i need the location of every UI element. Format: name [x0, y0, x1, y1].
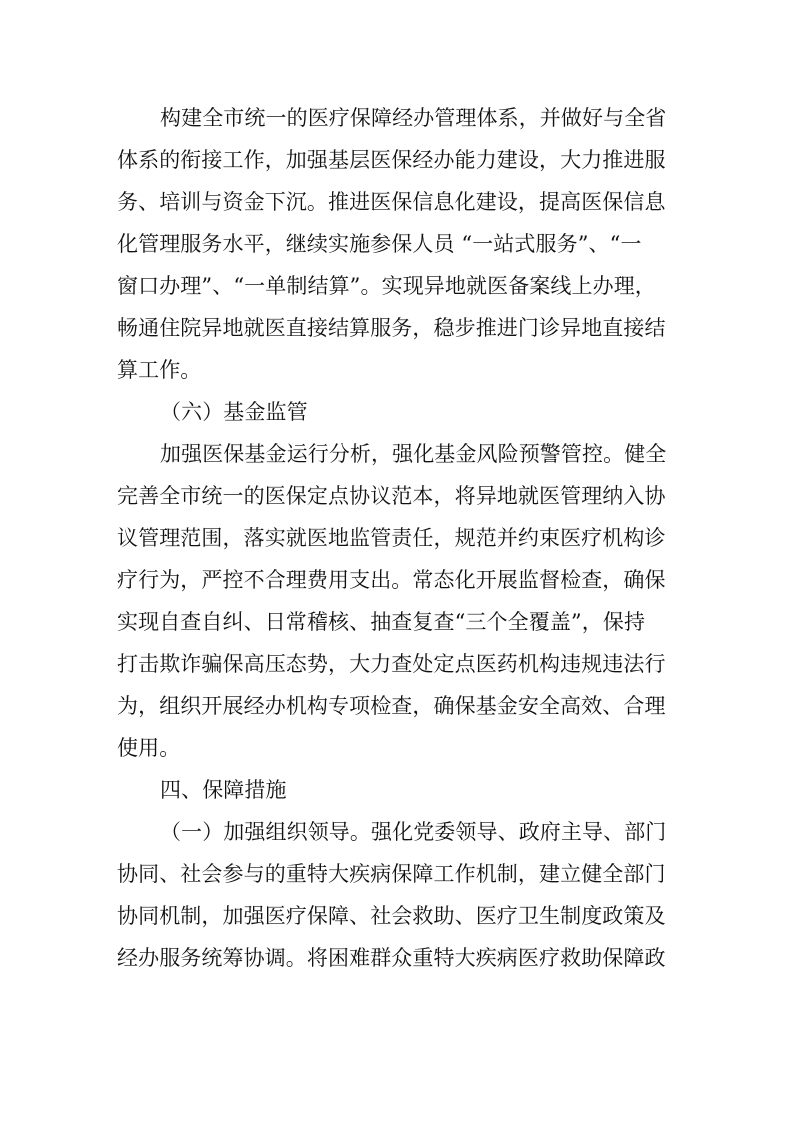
paragraph-line: 打击欺诈骗保高压态势，大力查处定点医药机构违规违法行	[117, 652, 666, 676]
paragraph-line: 协同机制，加强医疗保障、社会救助、医疗卫生制度政策及	[117, 904, 666, 928]
paragraph-line: 构建全市统一的医疗保障经办管理体系，并做好与全省	[160, 106, 667, 130]
section-heading: （六）基金监管	[160, 400, 308, 424]
paragraph-line: （一）加强组织领导。强化党委领导、政府主导、部门	[160, 820, 667, 844]
paragraph-line: 议管理范围，落实就医地监管责任，规范并约束医疗机构诊	[117, 526, 666, 550]
paragraph-line: 疗行为，严控不合理费用支出。常态化开展监督检查，确保	[117, 568, 666, 592]
paragraph-line: 使用。	[117, 736, 181, 760]
paragraph-line: 算工作。	[117, 358, 202, 382]
paragraph-line: 经办服务统筹协调。将困难群众重特大疾病医疗救助保障政	[117, 946, 666, 970]
paragraph-line: 完善全市统一的医保定点协议范本，将异地就医管理纳入协	[117, 484, 666, 508]
paragraph-line: 实现自查自纠、日常稽核、抽查复查“三个全覆盖”，保持	[117, 610, 646, 634]
paragraph-line: 化管理服务水平，继续实施参保人员 “一站式服务”、“一	[117, 232, 642, 256]
paragraph-line: 务、培训与资金下沉。推进医保信息化建设，提高医保信息	[117, 190, 666, 214]
paragraph-line: 为，组织开展经办机构专项检查，确保基金安全高效、合理	[117, 694, 666, 718]
paragraph-line: 畅通住院异地就医直接结算服务，稳步推进门诊异地直接结	[117, 316, 666, 340]
section-heading: 四、保障措施	[160, 778, 287, 802]
paragraph-line: 体系的衔接工作，加强基层医保经办能力建设，大力推进服	[117, 148, 666, 172]
paragraph-line: 窗口办理”、“一单制结算”。实现异地就医备案线上办理，	[117, 274, 656, 298]
paragraph-line: 加强医保基金运行分析，强化基金风险预警管控。健全	[160, 442, 667, 466]
paragraph-line: 协同、社会参与的重特大疾病保障工作机制，建立健全部门	[117, 862, 666, 886]
